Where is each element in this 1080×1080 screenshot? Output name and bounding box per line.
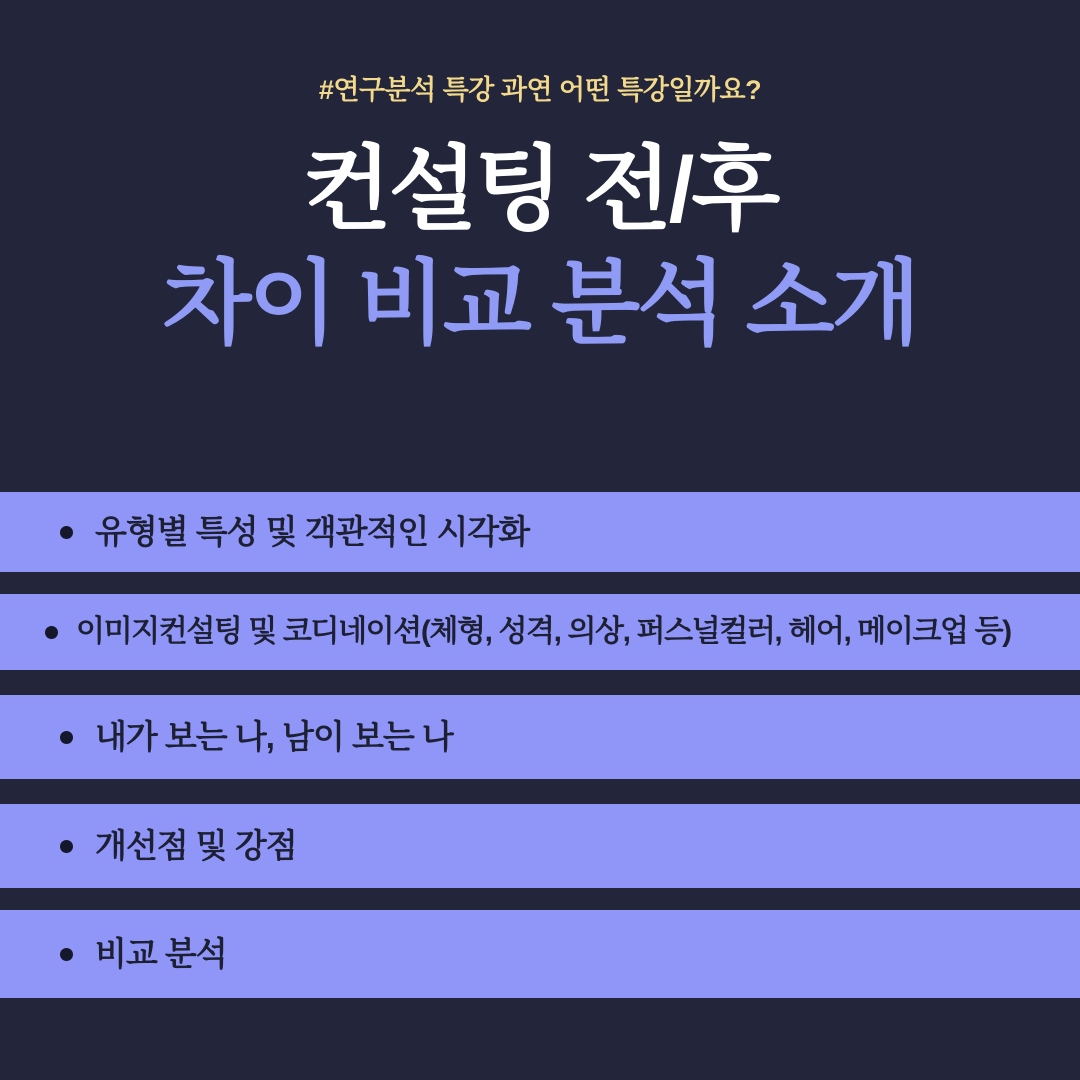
poster-footer-space [0, 998, 1080, 1070]
list-item [0, 804, 1080, 888]
band-divider [0, 779, 1080, 804]
poster-header [0, 0, 1080, 492]
bullet-dot-icon [60, 731, 73, 744]
hashtag-text: #연구분석 특강 과연 어떤 특강일까요? [318, 75, 762, 105]
page-title-line-1: 컨설팅 전/후 [302, 139, 778, 242]
list-item-label: 이미지컨설팅 및 코디네이션(체형, 성격, 의상, 퍼스널컬러, 헤어, 메이크업 등) [76, 614, 1011, 648]
list-item-label: 개선점 및 강점 [95, 827, 297, 865]
band-divider [0, 670, 1080, 695]
bullet-dot-icon [45, 626, 58, 639]
bullet-dot-icon [60, 840, 73, 853]
list-item [0, 695, 1080, 779]
page-title-line-2: 차이 비교 분석 소개 [162, 253, 918, 356]
list-item [0, 492, 1080, 572]
bullet-band-list [0, 492, 1080, 1080]
list-item [0, 594, 1080, 670]
list-item [0, 910, 1080, 998]
list-item-label: 내가 보는 나, 남이 보는 나 [95, 718, 453, 756]
bullet-dot-icon [60, 948, 73, 961]
list-item-label: 비교 분석 [95, 935, 227, 973]
bullet-dot-icon [60, 526, 73, 539]
band-divider [0, 888, 1080, 910]
list-item-label: 유형별 특성 및 객관적인 시각화 [95, 513, 530, 551]
band-divider [0, 572, 1080, 594]
